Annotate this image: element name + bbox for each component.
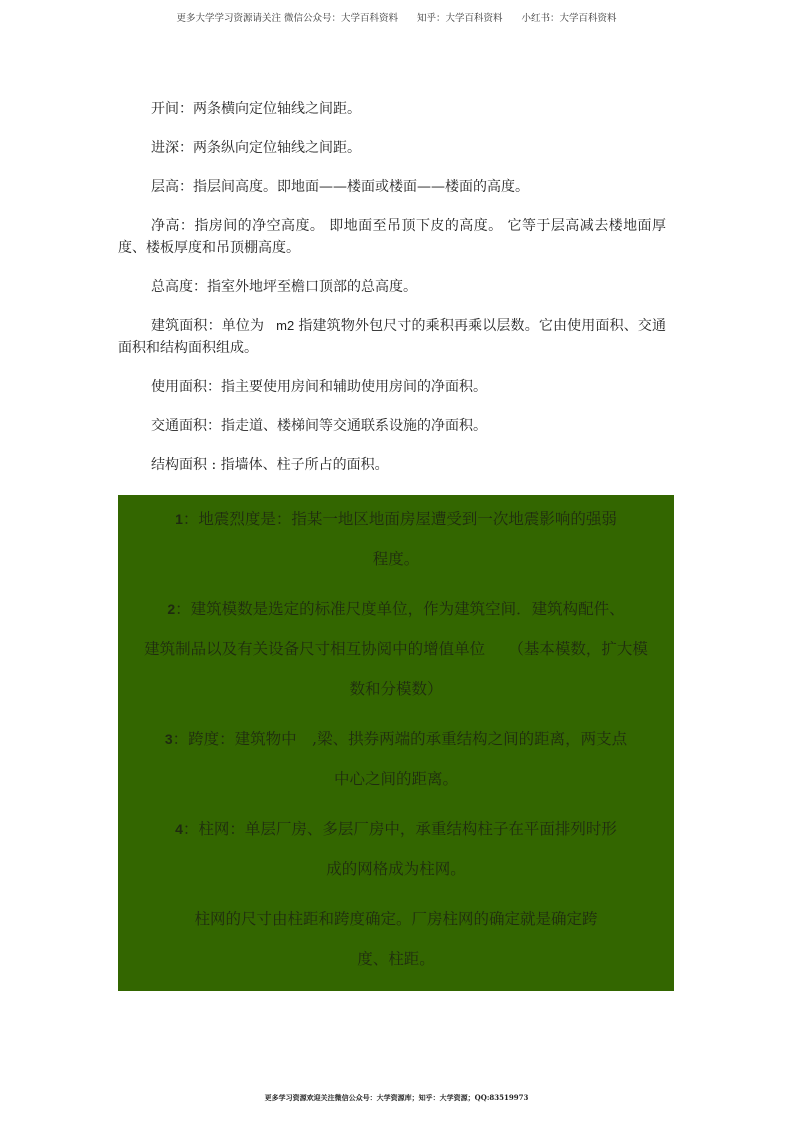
- page-header: [0, 10, 793, 24]
- extra-line2: 度、柱距。: [357, 950, 435, 968]
- item2-line1: [118, 589, 674, 629]
- building-area-rest: 指建筑物外包尺寸的乘积再乘以层数。它由使用面积、交通面积和结构面积组成。: [118, 318, 667, 356]
- item4-line2: 成的网格成为柱网。: [326, 860, 466, 878]
- building-area-unit: m2: [276, 318, 295, 333]
- paragraph-structure-area: 结构面积 : 指墙体、柱子所占的面积。: [151, 457, 389, 473]
- item4-line1: [118, 809, 674, 849]
- paragraph-usable-area: 使用面积：指主要使用房间和辅助使用房间的净面积。: [151, 379, 487, 395]
- paragraph-building-area: [118, 315, 666, 359]
- item2-text: ：建筑模数是选定的标准尺度单位，作为建筑空间．建筑构配件、: [175, 600, 625, 618]
- item-span: [118, 719, 674, 799]
- green-highlight-box: [118, 495, 674, 991]
- item-column-grid: [118, 809, 674, 889]
- item1-line2: 程度。: [372, 550, 420, 568]
- header-xiaohongshu: 小红书：大学百科资料: [521, 13, 617, 24]
- header-zhihu: 知乎：大学百科资料: [417, 13, 503, 24]
- header-wechat: 更多大学学习资源请关注 微信公众号：大学百科资料: [176, 13, 398, 24]
- item1-text: ：地震烈度是：指某一地区地面房屋遭受到一次地震影响的强弱: [182, 510, 617, 528]
- paragraph-storey-height: 层高：指层间高度。即地面——楼面或楼面——楼面的高度。: [151, 179, 529, 195]
- paragraph-bay: 开间：两条横向定位轴线之间距。: [151, 101, 361, 117]
- paragraph-total-height: 总高度：指室外地坪至檐口顶部的总高度。: [151, 279, 417, 295]
- item-seismic-intensity: [118, 499, 674, 579]
- paragraph-clear-height: 净高：指房间的净空高度。 即地面至吊顶下皮的高度。 它等于层高减去楼地面厚度、楼板厚度和吊顶棚高度。: [118, 218, 666, 256]
- item2-line3: 数和分模数）: [349, 680, 443, 698]
- item1-number: 1: [175, 511, 183, 527]
- paragraph-circulation-area: 交通面积：指走道、楼梯间等交通联系设施的净面积。: [151, 418, 487, 434]
- paragraph-depth: 进深：两条纵向定位轴线之间距。: [151, 140, 361, 156]
- item2-number: 2: [167, 601, 176, 617]
- item-column-grid-size: [118, 899, 674, 979]
- item2-line2: 建筑制品以及有关设备尺寸相互协阅中的增值单位 （基本模数，扩大模: [144, 640, 648, 658]
- item4-number: 4: [175, 821, 183, 837]
- item3-number: 3: [164, 731, 173, 747]
- extra-line1: 柱网的尺寸由柱距和跨度确定。厂房柱网的确定就是确定跨: [194, 910, 598, 928]
- item3-text: ：跨度：建筑物中 ,梁、拱券两端的承重结构之间的距离，两支点: [172, 730, 628, 748]
- item3-line1: [118, 719, 674, 759]
- item3-line2: 中心之间的距离。: [333, 770, 458, 788]
- item-building-module: [118, 589, 674, 709]
- main-content: [118, 98, 666, 493]
- item4-text: ：柱网：单层厂房、多层厂房中，承重结构柱子在平面排列时形: [182, 820, 617, 838]
- building-area-intro: 建筑面积：单位为: [151, 318, 265, 334]
- page-footer: 更多学习资源欢迎关注微信公众号：大学资源库；知乎：大学资源；QQ:83519973: [264, 1093, 529, 1102]
- item1-line1: [118, 499, 674, 539]
